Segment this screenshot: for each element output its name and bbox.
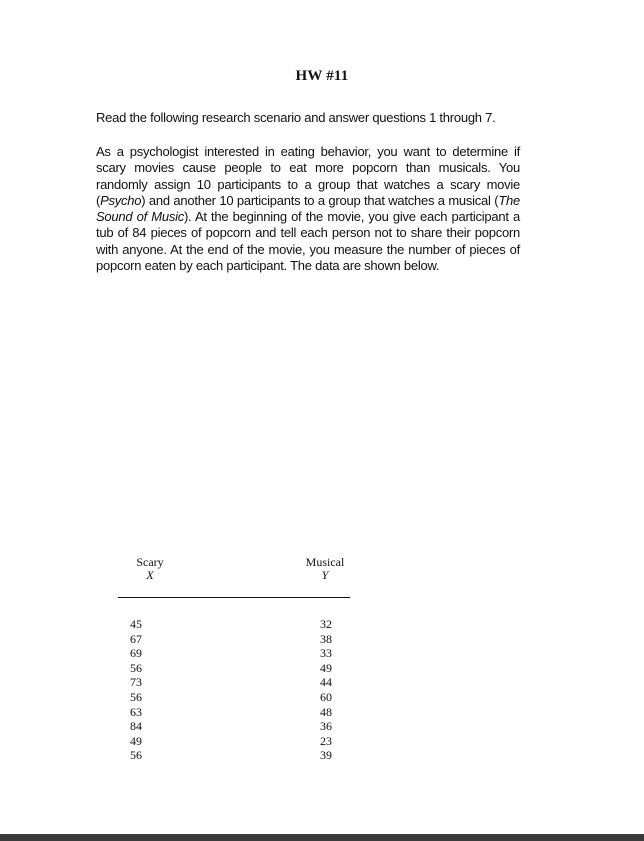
viewer-bottom-edge — [0, 834, 644, 841]
column-label-scary: Scary — [136, 555, 164, 569]
page-title: HW #11 — [295, 68, 349, 84]
musical-value: 60 — [320, 689, 332, 704]
column-header-scary — [130, 556, 170, 582]
musical-value: 44 — [320, 675, 332, 690]
column-variable-y: Y — [321, 568, 329, 582]
musical-value: 48 — [320, 704, 332, 719]
musical-value: 23 — [320, 733, 332, 748]
scary-movie-title: Psycho — [100, 192, 142, 208]
musical-value: 33 — [320, 646, 332, 661]
musical-value: 36 — [320, 719, 332, 734]
musical-value: 32 — [320, 617, 332, 631]
musical-values-column — [320, 617, 332, 763]
table-header-rule — [118, 597, 350, 598]
scary-value: 56 — [130, 660, 142, 675]
scenario-text-part1: As a psychologist interested in eating behavior, you want to determine if scary movies cause people to eat more popcorn than musicals. You randomly assign 10 participants to a group that watches a scary movie ( — [96, 144, 520, 208]
scary-value: 45 — [130, 617, 142, 631]
scary-value: 56 — [130, 748, 142, 763]
scary-value: 69 — [130, 646, 142, 661]
scary-value: 63 — [130, 704, 142, 719]
musical-movie-title: The Sound of Music — [96, 192, 520, 225]
musical-value: 38 — [320, 631, 332, 646]
scary-value: 67 — [130, 631, 142, 646]
intro-paragraph: Read the following research scenario and answer questions 1 through 7. — [96, 110, 496, 125]
scary-value: 84 — [130, 719, 142, 734]
scary-value: 56 — [130, 689, 142, 704]
column-variable-x: X — [146, 568, 154, 582]
column-header-musical — [300, 556, 350, 582]
scary-values-column — [130, 617, 142, 763]
scary-value: 49 — [130, 733, 142, 748]
musical-value: 39 — [320, 748, 332, 763]
musical-value: 49 — [320, 660, 332, 675]
scary-value: 73 — [130, 675, 142, 690]
scenario-paragraph — [96, 144, 520, 274]
scenario-text-part2: ) and another 10 participants to a group that watches a musical ( — [141, 192, 499, 208]
scenario-text-part3: ). At the beginning of the movie, you give each participant a tub of 84 pieces of popcorn and tell each person not to share their popcorn with anyone. At the end of the movie, you measure the number of pieces of popcorn eaten by each participant. The data are shown below. — [96, 209, 521, 274]
column-label-musical: Musical — [305, 555, 345, 569]
